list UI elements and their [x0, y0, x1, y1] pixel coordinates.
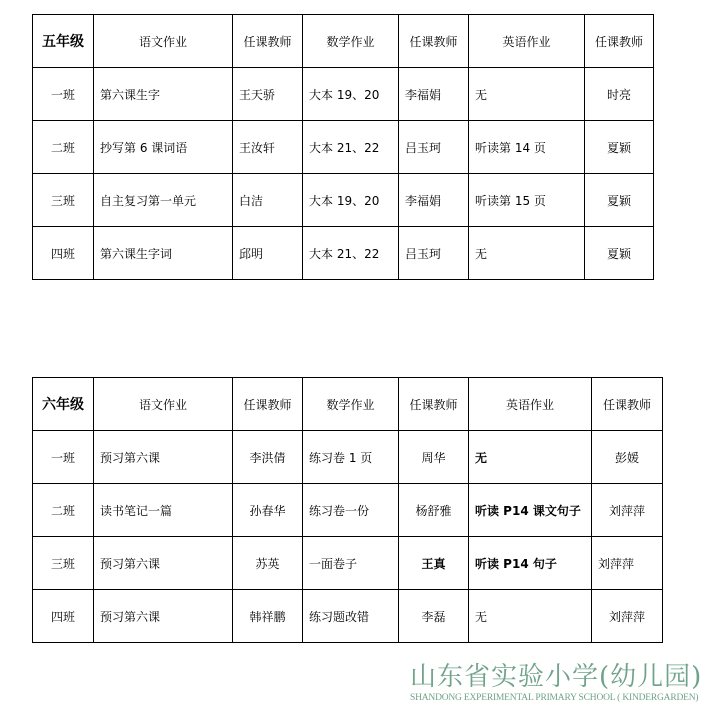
class-cell: 一班	[33, 68, 94, 121]
english-homework-cell: 听读 P14 课文句子	[469, 484, 592, 537]
table-row	[33, 484, 663, 537]
math-homework-cell: 练习卷一份	[303, 484, 399, 537]
teacher-cell: 吕玉珂	[399, 227, 469, 280]
teacher-cell: 邱明	[233, 227, 303, 280]
teacher-cell: 王真	[399, 537, 469, 590]
teacher-cell: 刘萍萍	[592, 484, 663, 537]
teacher-cell: 李福娟	[399, 174, 469, 227]
teacher-cell: 周华	[399, 431, 469, 484]
english-homework-cell: 无	[469, 431, 592, 484]
english-homework-cell: 听读 P14 句子	[469, 537, 592, 590]
header-teacher: 任课教师	[399, 15, 469, 68]
header-chinese-homework: 语文作业	[94, 378, 233, 431]
school-watermark-logo	[410, 662, 705, 704]
chinese-homework-cell: 自主复习第一单元	[94, 174, 233, 227]
chinese-homework-cell: 读书笔记一篇	[94, 484, 233, 537]
table-row	[33, 121, 654, 174]
english-homework-cell: 听读第 14 页	[469, 121, 585, 174]
math-homework-cell: 大本 19、20	[303, 174, 399, 227]
table-row	[33, 227, 654, 280]
teacher-cell: 王天骄	[233, 68, 303, 121]
class-cell: 一班	[33, 431, 94, 484]
teacher-cell: 李洪倩	[233, 431, 303, 484]
math-homework-cell: 一面卷子	[303, 537, 399, 590]
chinese-homework-cell: 第六课生字词	[94, 227, 233, 280]
chinese-homework-cell: 抄写第 6 课词语	[94, 121, 233, 174]
teacher-cell: 韩祥鹏	[233, 590, 303, 643]
chinese-homework-cell: 预习第六课	[94, 431, 233, 484]
header-english-homework: 英语作业	[469, 378, 592, 431]
english-homework-cell: 无	[469, 227, 585, 280]
teacher-cell: 苏英	[233, 537, 303, 590]
header-math-homework: 数学作业	[303, 378, 399, 431]
header-teacher: 任课教师	[592, 378, 663, 431]
chinese-homework-cell: 预习第六课	[94, 590, 233, 643]
class-cell: 三班	[33, 537, 94, 590]
teacher-cell: 刘萍萍	[592, 537, 663, 590]
class-cell: 二班	[33, 121, 94, 174]
header-teacher: 任课教师	[399, 378, 469, 431]
header-chinese-homework: 语文作业	[94, 15, 233, 68]
table-header-row	[33, 15, 654, 68]
math-homework-cell: 练习卷 1 页	[303, 431, 399, 484]
teacher-cell: 孙春华	[233, 484, 303, 537]
table-row	[33, 174, 654, 227]
header-teacher: 任课教师	[585, 15, 654, 68]
grade-label: 六年级	[33, 378, 94, 431]
class-cell: 四班	[33, 590, 94, 643]
teacher-cell: 李福娟	[399, 68, 469, 121]
english-homework-cell: 无	[469, 68, 585, 121]
math-homework-cell: 大本 21、22	[303, 121, 399, 174]
math-homework-cell: 大本 19、20	[303, 68, 399, 121]
teacher-cell: 刘萍萍	[592, 590, 663, 643]
table-row	[33, 68, 654, 121]
teacher-cell: 夏颖	[585, 174, 654, 227]
teacher-cell: 杨舒雅	[399, 484, 469, 537]
school-name-chinese: 山东省实验小学(幼儿园)	[410, 662, 703, 692]
table-row	[33, 537, 663, 590]
teacher-cell: 时亮	[585, 68, 654, 121]
teacher-cell: 夏颖	[585, 227, 654, 280]
grade6-homework-table	[32, 377, 663, 643]
teacher-cell: 彭媛	[592, 431, 663, 484]
table-row	[33, 431, 663, 484]
class-cell: 四班	[33, 227, 94, 280]
header-teacher: 任课教师	[233, 15, 303, 68]
header-math-homework: 数学作业	[303, 15, 399, 68]
table-row	[33, 590, 663, 643]
class-cell: 三班	[33, 174, 94, 227]
grade5-homework-table	[32, 14, 654, 280]
class-cell: 二班	[33, 484, 94, 537]
table-header-row	[33, 378, 663, 431]
math-homework-cell: 练习题改错	[303, 590, 399, 643]
english-homework-cell: 听读第 15 页	[469, 174, 585, 227]
teacher-cell: 夏颖	[585, 121, 654, 174]
header-english-homework: 英语作业	[469, 15, 585, 68]
grade-label: 五年级	[33, 15, 94, 68]
teacher-cell: 吕玉珂	[399, 121, 469, 174]
english-homework-cell: 无	[469, 590, 592, 643]
teacher-cell: 李磊	[399, 590, 469, 643]
teacher-cell: 王汝轩	[233, 121, 303, 174]
math-homework-cell: 大本 21、22	[303, 227, 399, 280]
teacher-cell: 白洁	[233, 174, 303, 227]
school-name-english: SHANDONG EXPERIMENTAL PRIMARY SCHOOL ( KINDERGARDEN)	[410, 693, 699, 703]
header-teacher: 任课教师	[233, 378, 303, 431]
chinese-homework-cell: 预习第六课	[94, 537, 233, 590]
chinese-homework-cell: 第六课生字	[94, 68, 233, 121]
